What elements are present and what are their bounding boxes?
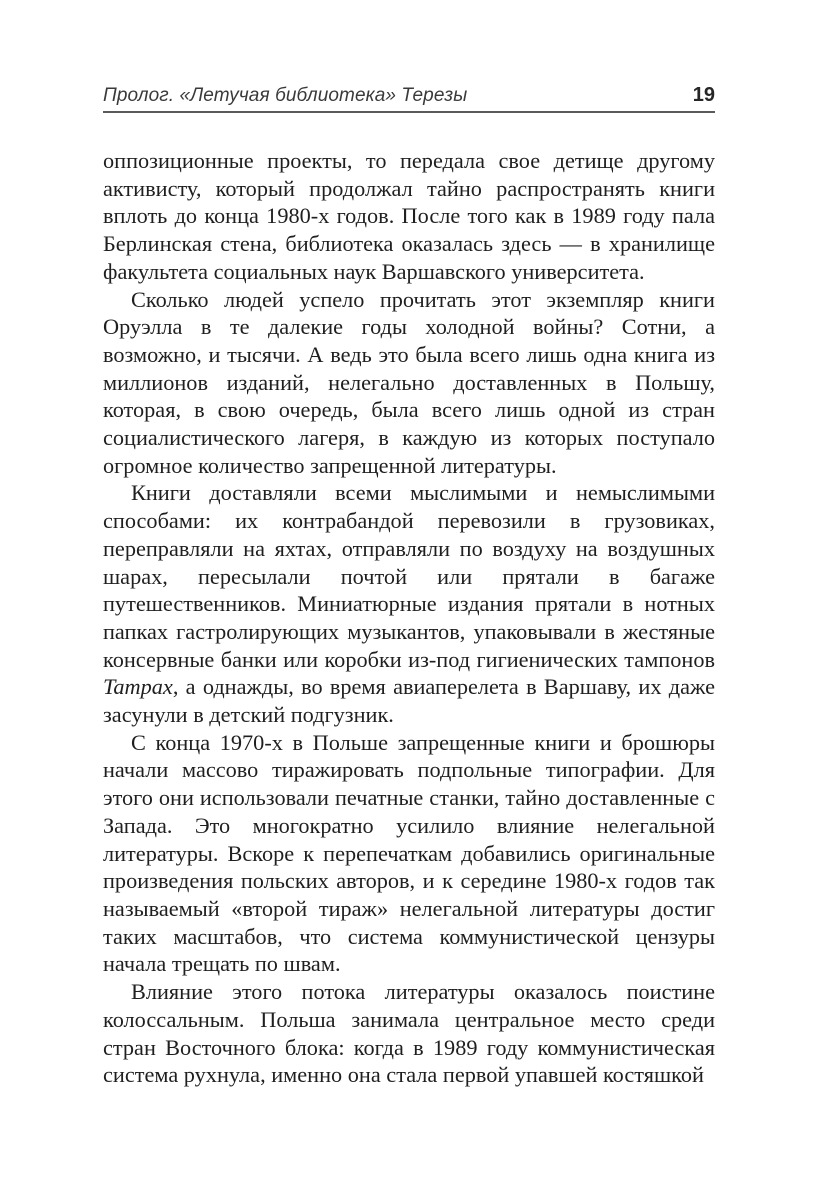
- paragraph: [103, 479, 715, 728]
- page-number: 19: [692, 84, 715, 106]
- running-title: Пролог. «Летучая библиотека» Терезы: [103, 85, 468, 106]
- paragraph: Сколько людей успело прочитать этот экземпляр книги Оруэлла в те далекие годы холодной войны? Сотни, а возможно, и тысячи. А ведь это была всего лишь одна книга из миллионов изданий, нелегально доставленных в Польшу, которая, в свою очередь, была всего лишь одной из стран социалистического лагеря, в каждую из которых поступало огромное количество запрещенной литературы.: [103, 286, 715, 478]
- page-header: [103, 84, 715, 107]
- brand-name-italic: Tampax: [103, 674, 173, 700]
- paragraph: Влияние этого потока литературы оказалось поистине колоссальным. Польша занимала центральное место среди стран Восточного блока: когда в 1989 году коммунистическая система рухнула, именно она стала первой упавшей костяшкой: [103, 979, 715, 1088]
- paragraph-text: , а однажды, во время авиаперелета в Варшаву, их даже засунули в детский подгузник.: [103, 674, 715, 728]
- page-body: [103, 147, 715, 1089]
- paragraph-text: Книги доставляли всеми мыслимыми и немыслимыми способами: их контрабандой перевозили в грузовиках, переправляли на яхтах, отправляли по воздуху на воздушных шарах, пересылали почтой или прятали в багаже путешественников. Миниатюрные издания прятали в нотных папках гастролирующих музыкантов, упаковывали в жестяные консервные банки или коробки из-под гигиенических тампонов: [103, 480, 715, 672]
- paragraph-continuation: оппозиционные проекты, то передала свое детище другому активисту, который продолжал тайно распространять книги вплоть до конца 1980-х годов. После того как в 1989 году пала Берлинская стена, библиотека оказалась здесь — в хранилище факультета социальных наук Варшавского университета.: [103, 148, 715, 284]
- paragraph: С конца 1970-х в Польше запрещенные книги и брошюры начали массово тиражировать подпольные типографии. Для этого они использовали печатные станки, тайно доставленные с Запада. Это многократно усилило влияние нелегальной литературы. Вскоре к перепечаткам добавились оригинальные произведения польских авторов, и к середине 1980-х годов так называемый «второй тираж» нелегальной литературы достиг таких масштабов, что система коммунистической цензуры начала трещать по швам.: [103, 729, 715, 977]
- header-rule: [103, 111, 715, 113]
